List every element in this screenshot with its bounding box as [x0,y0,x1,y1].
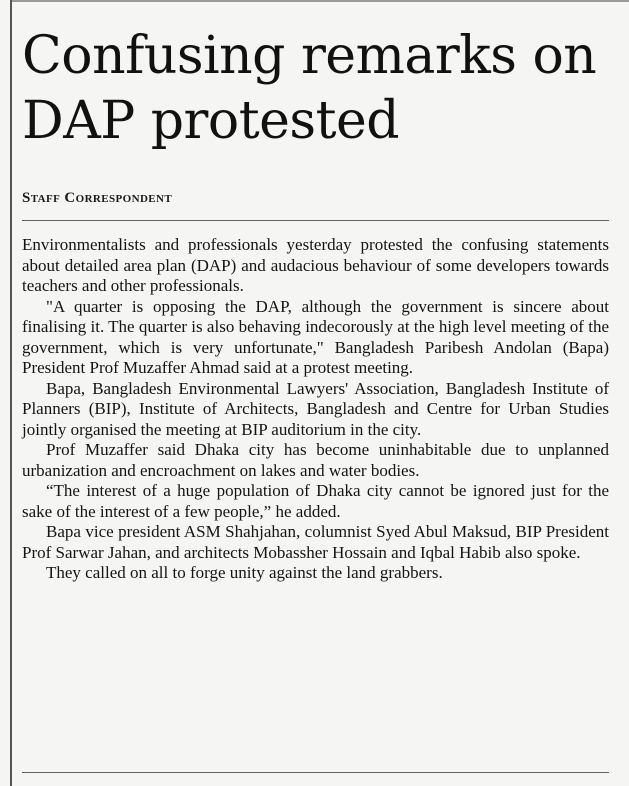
bottom-divider [22,772,609,773]
column-rule-top [12,0,629,2]
paragraph-2: "A quarter is opposing the DAP, although the government is sincere about finalising it. The quarter is also behaving indecorously at the high level meeting of the government, which is very unfortunate," Bangladesh Paribesh Andolan (Bapa) President Prof Muzaffer Ahmad said at a protest meeting. [22,296,609,377]
headline: Confusing remarks on DAP protested [22,26,597,151]
byline-divider [22,220,609,221]
article-body [22,235,609,584]
paragraph-6: Bapa vice president ASM Shahjahan, columnist Syed Abul Maksud, BIP President Prof Sarwar Jahan, and architects Mobassher Hossain and Iqbal Habib also spoke. [22,522,609,562]
paragraph-1: Environmentalists and professionals yesterday protested the confusing statements about detailed area plan (DAP) and audacious behaviour of some developers towards teachers and other professionals. [22,235,609,295]
paragraph-7: They called on all to forge unity against the land grabbers. [46,563,443,582]
column-rule-left [10,0,12,786]
paragraph-4: Prof Muzaffer said Dhaka city has become uninhabitable due to unplanned urbanization and encroachment on lakes and water bodies. [22,440,609,480]
paragraph-3: Bapa, Bangladesh Environmental Lawyers' Association, Bangladesh Institute of Planners (BIP), Institute of Architects, Bangladesh and Centre for Urban Studies jointly organised the meeting at BIP auditorium in the city. [22,378,609,439]
paragraph-5: “The interest of a huge population of Dhaka city cannot be ignored just for the sake of the interest of a few people,” he added. [22,481,609,521]
byline: Staff Correspondent [22,190,173,206]
